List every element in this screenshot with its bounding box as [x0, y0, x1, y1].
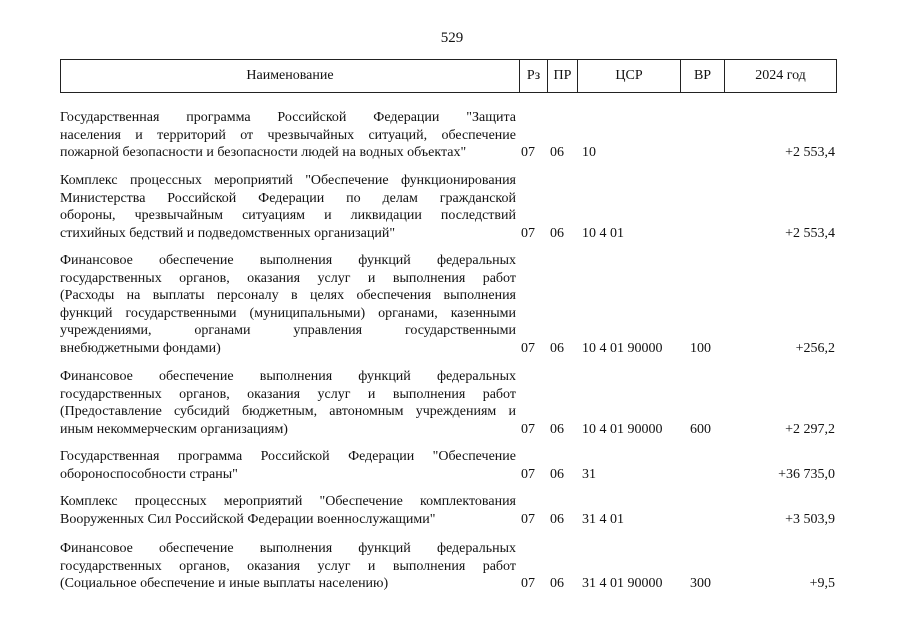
row-codes: [60, 421, 837, 439]
row-name-line: Комплекс процессных мероприятий "Обеспечение комплектования: [60, 494, 516, 509]
page-number: 529: [440, 30, 464, 46]
row-amount: +2 553,4: [785, 225, 835, 241]
row-codes: [60, 575, 837, 593]
row-name-line: Финансовое обеспечение выполнения функций федеральных: [60, 253, 516, 268]
row-csr: 31: [582, 466, 596, 482]
header-csr: ЦСР: [578, 60, 681, 92]
header-year: 2024 год: [755, 68, 806, 83]
row-csr: 31 4 01: [582, 511, 624, 527]
row-name-line: населения и территорий от чрезвычайных ситуаций, обеспечение: [60, 127, 516, 143]
row-rz: 07: [521, 576, 535, 591]
row-name-line: Министерства Российской Федерации по делам гражданской: [60, 190, 516, 206]
row-csr: 10 4 01: [582, 225, 624, 241]
row-name-line: государственных органов, оказания услуг и выполнения работ: [60, 386, 516, 402]
row-codes: [60, 511, 837, 529]
row-name-line: внебюджетными фондами): [60, 340, 221, 356]
row-name-line: стихийных бедствий и подведомственных организаций": [60, 225, 396, 241]
row-rz: 07: [521, 466, 535, 482]
row-name-line: пожарной безопасности и безопасности людей на водных объектах": [60, 145, 467, 160]
row-name-line: (Расходы на выплаты персоналу в целях обеспечения выполнения: [60, 288, 516, 303]
row-codes: [60, 340, 837, 358]
row-codes: [60, 466, 837, 484]
row-pr: 06: [550, 421, 564, 437]
row-rz: 07: [521, 421, 535, 437]
row-csr: 10: [582, 145, 596, 160]
row-name-line: Комплекс процессных мероприятий "Обеспечение функционирования: [60, 173, 516, 188]
row-amount: +2 297,2: [785, 421, 835, 437]
row-rz: 07: [521, 225, 535, 241]
row-pr: 06: [550, 511, 564, 527]
row-vr: 600: [690, 421, 711, 437]
header-pr: ПР: [548, 60, 578, 92]
row-name-line: иным некоммерческим организациям): [60, 421, 288, 437]
row-name-line: Финансовое обеспечение выполнения функций федеральных: [60, 541, 516, 556]
row-name-line: учреждениями, органами управления государственными: [60, 323, 516, 338]
row-amount: +2 553,4: [785, 145, 835, 160]
row-csr: 31 4 01 90000: [582, 576, 663, 591]
row-rz: 07: [521, 145, 535, 160]
row-amount: +256,2: [795, 340, 835, 356]
header-rz: Рз: [520, 60, 548, 92]
row-vr: 100: [690, 340, 711, 356]
row-pr: 06: [550, 340, 564, 356]
row-amount: +36 735,0: [778, 466, 835, 482]
row-vr: 300: [690, 576, 711, 591]
row-name-line: функций государственными (муниципальными) органами, казенными: [60, 305, 516, 321]
row-csr: 10 4 01 90000: [582, 340, 663, 356]
row-name-line: государственных органов, оказания услуг и выполнения работ: [60, 270, 516, 286]
row-pr: 06: [550, 466, 564, 482]
row-codes: [60, 144, 837, 162]
row-rz: 07: [521, 340, 535, 356]
row-name-line: Государственная программа Российской Федерации "Защита: [60, 110, 516, 125]
row-codes: [60, 225, 837, 243]
table-header: [60, 59, 837, 93]
row-csr: 10 4 01 90000: [582, 421, 663, 437]
row-pr: 06: [550, 225, 564, 241]
row-name-line: Государственная программа Российской Федерации "Обеспечение: [60, 449, 516, 464]
row-pr: 06: [550, 145, 564, 160]
row-name-line: государственных органов, оказания услуг и выполнения работ: [60, 558, 516, 574]
row-name-line: (Предоставление субсидий бюджетным, автономным учреждениям и: [60, 404, 516, 419]
header-name: Наименование: [61, 60, 520, 92]
row-name-line: (Социальное обеспечение и иные выплаты населению): [60, 576, 389, 591]
row-rz: 07: [521, 511, 535, 527]
header-vr: ВР: [681, 60, 725, 92]
row-name-line: Финансовое обеспечение выполнения функций федеральных: [60, 369, 516, 384]
row-name-line: обороны, чрезвычайным ситуациям и ликвидации последствий: [60, 208, 516, 223]
row-amount: +9,5: [809, 576, 835, 591]
row-name-line: обороноспособности страны": [60, 466, 238, 482]
row-pr: 06: [550, 576, 564, 591]
row-amount: +3 503,9: [785, 511, 835, 527]
row-name-line: Вооруженных Сил Российской Федерации военнослужащими": [60, 511, 436, 527]
